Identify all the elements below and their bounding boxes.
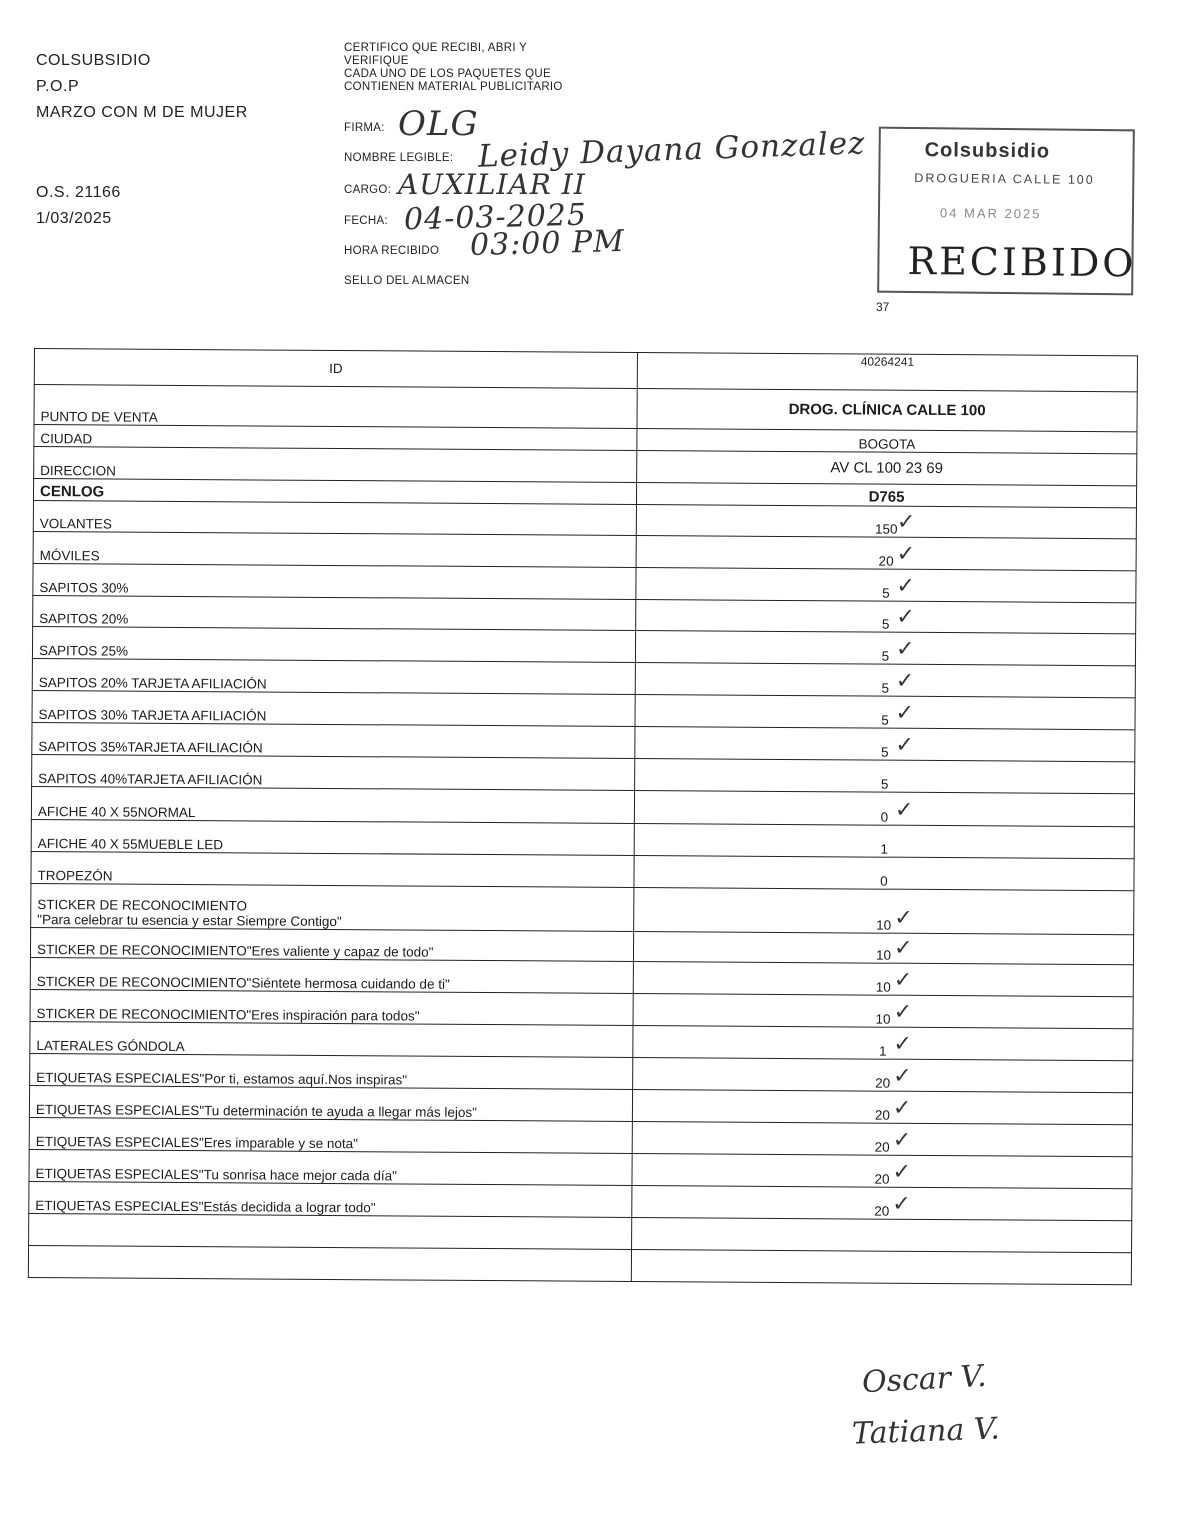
row-value-text: 5 — [881, 616, 890, 632]
row-value — [636, 535, 1136, 570]
row-value-text: 1 — [879, 1043, 887, 1059]
row-value-text: 20 — [874, 1171, 890, 1187]
order-number: O.S. 21166 — [36, 184, 121, 201]
row-label-text: SAPITOS 30% — [39, 580, 129, 596]
row-label-text: AFICHE 40 X 55NORMAL — [37, 804, 196, 821]
row-label — [29, 1213, 632, 1249]
row-label — [33, 563, 636, 599]
row-label — [29, 1085, 632, 1121]
firma-label: FIRMA: — [344, 122, 385, 134]
checkmark-icon: ✓ — [894, 797, 914, 823]
checkmark-icon: ✓ — [896, 573, 915, 599]
row-value — [633, 931, 1133, 964]
row-value — [633, 1025, 1133, 1060]
row-label — [32, 754, 635, 790]
row-label-text: STICKER DE RECONOCIMIENTO"Siéntete hermosa cuidando de ti" — [36, 974, 450, 992]
order-date: 1/03/2025 — [36, 210, 112, 227]
firma-signature: OLG — [398, 104, 479, 144]
row-value-text: 0 — [880, 809, 889, 825]
row-value-text: 5 — [880, 776, 889, 792]
row-value — [633, 961, 1133, 996]
stamp-status: RECIBIDO — [907, 238, 1137, 286]
row-label — [34, 385, 637, 429]
signoff-name-1: Oscar V. — [861, 1358, 988, 1401]
row-label-text: ID — [329, 360, 343, 377]
row-value — [634, 823, 1134, 858]
sello-label: SELLO DEL ALMACEN — [344, 275, 470, 287]
hora-value: 03:00 PM — [469, 223, 626, 264]
checkmark-icon: ✓ — [893, 935, 913, 961]
cert-line: VERIFIQUE — [344, 55, 409, 67]
row-value — [632, 1185, 1132, 1220]
row-value — [632, 1217, 1132, 1252]
row-value — [633, 993, 1133, 1028]
fecha-label: FECHA: — [344, 215, 388, 227]
row-label — [34, 349, 637, 389]
row-value-text: D765 — [868, 488, 905, 506]
page-number: 37 — [876, 300, 890, 314]
row-label-text: STICKER DE RECONOCIMIENTO"Eres inspiración para todos" — [36, 1006, 420, 1024]
row-value — [632, 1153, 1132, 1188]
row-value — [637, 353, 1137, 392]
row-value-text: 5 — [881, 680, 890, 696]
stamp-store: DROGUERIA CALLE 100 — [914, 171, 1095, 187]
row-label-text: ETIQUETAS ESPECIALES"Tu determinación te ayuda a llegar más lejos" — [35, 1102, 478, 1120]
campaign-name: MARZO CON M DE MUJER — [36, 104, 248, 121]
checkmark-icon: ✓ — [896, 541, 916, 567]
stamp-brand: Colsubsidio — [924, 139, 1051, 163]
nombre-label: NOMBRE LEGIBLE: — [344, 152, 454, 164]
row-value-text: 40264241 — [860, 354, 915, 369]
fecha-value: 04-03-2025 — [403, 197, 588, 238]
checkmark-icon: ✓ — [895, 700, 915, 726]
stamp-date: 04 MAR 2025 — [939, 205, 1042, 222]
row-label — [28, 1245, 631, 1281]
delivery-table — [28, 348, 1138, 1285]
row-label — [31, 883, 634, 931]
row-label — [32, 626, 635, 662]
row-label — [33, 500, 636, 535]
row-value — [636, 599, 1136, 633]
row-value — [635, 726, 1135, 761]
checkmark-icon: ✓ — [893, 967, 913, 993]
row-value-text: 5 — [882, 585, 890, 601]
checkmark-icon: ✓ — [893, 1063, 912, 1089]
row-label — [30, 927, 633, 961]
row-label-text: TROPEZÓN — [37, 868, 113, 884]
row-label — [33, 595, 636, 630]
checkmark-icon: ✓ — [892, 1159, 912, 1185]
row-value — [636, 504, 1136, 538]
row-label — [31, 786, 634, 823]
row-value-text: 10 — [875, 979, 891, 995]
row-label-text: ETIQUETAS ESPECIALES"Tu sonrisa hace mejor cada día" — [35, 1166, 398, 1184]
row-label-text: LATERALES GÓNDOLA — [36, 1038, 185, 1055]
cert-line: CONTIENEN MATERIAL PUBLICITARIO — [344, 81, 563, 93]
row-label — [30, 1053, 633, 1089]
row-value-text: 20 — [874, 1139, 890, 1155]
row-value-text: 0 — [880, 873, 888, 889]
row-label-subtext: "Para celebrar tu esencia y estar Siempre Contigo" — [37, 912, 342, 930]
row-label — [33, 531, 636, 567]
row-label — [32, 722, 635, 758]
row-value — [636, 567, 1136, 602]
certificate-text — [344, 42, 563, 94]
row-value — [635, 662, 1135, 697]
checkmark-icon: ✓ — [896, 604, 915, 630]
signoff-name-2: Tatiana V. — [851, 1411, 1001, 1452]
row-value-text: 5 — [881, 744, 889, 760]
row-label-text: ETIQUETAS ESPECIALES"Por ti, estamos aquí.Nos inspiras" — [36, 1070, 408, 1088]
row-label-text: SAPITOS 35%TARJETA AFILIACIÓN — [38, 739, 263, 756]
row-value — [634, 855, 1134, 890]
row-label — [29, 1181, 632, 1217]
company-name: COLSUBSIDIO — [36, 52, 151, 69]
row-label-text: SAPITOS 40%TARJETA AFILIACIÓN — [38, 771, 263, 788]
row-value — [637, 451, 1137, 486]
row-label-text: AFICHE 40 X 55MUEBLE LED — [37, 836, 224, 853]
row-value — [631, 1249, 1131, 1284]
checkmark-icon: ✓ — [895, 636, 915, 662]
row-value-text: AV CL 100 23 69 — [830, 459, 944, 478]
row-label-text: STICKER DE RECONOCIMIENTO — [37, 897, 248, 914]
row-label-text: MÓVILES — [39, 548, 100, 564]
row-label — [30, 989, 633, 1025]
cargo-label: CARGO: — [344, 184, 392, 196]
checkmark-icon: ✓ — [895, 668, 915, 694]
row-label-text: STICKER DE RECONOCIMIENTO"Eres valiente y capaz de todo" — [36, 942, 434, 960]
row-label-text: ETIQUETAS ESPECIALES"Estás decidida a lograr todo" — [35, 1198, 376, 1216]
row-value-text: 5 — [881, 712, 889, 728]
row-value — [633, 1057, 1133, 1092]
row-label — [34, 447, 637, 483]
row-value — [632, 1121, 1132, 1156]
row-label-text: SAPITOS 30% TARJETA AFILIACIÓN — [38, 707, 267, 724]
row-label-text: CIUDAD — [40, 431, 93, 447]
checkmark-icon: ✓ — [892, 1095, 912, 1121]
checkmark-icon: ✓ — [895, 732, 914, 758]
row-label-text: SAPITOS 20% — [39, 611, 129, 627]
row-value — [634, 790, 1134, 826]
row-value-text: 10 — [875, 1011, 891, 1027]
row-value-text: BOGOTA — [858, 436, 916, 452]
row-label — [32, 658, 635, 694]
table-row — [31, 883, 1134, 934]
row-value — [634, 887, 1134, 934]
cert-line: CADA UNO DE LOS PAQUETES QUE — [344, 68, 551, 80]
row-value — [635, 694, 1135, 729]
row-value-text: 20 — [874, 1107, 890, 1123]
nombre-value: Leidy Dayana Gonzalez — [477, 125, 867, 175]
header-left-block — [36, 48, 248, 232]
checkmark-icon: ✓ — [892, 1191, 911, 1217]
row-value-text: 20 — [874, 1203, 890, 1219]
row-label — [31, 851, 634, 887]
received-stamp — [877, 127, 1135, 296]
row-label-text: SAPITOS 25% — [38, 643, 129, 659]
row-label — [30, 1021, 633, 1057]
row-label-text: SAPITOS 20% TARJETA AFILIACIÓN — [38, 675, 267, 692]
row-value — [635, 758, 1135, 793]
pop-label: P.O.P — [36, 78, 80, 95]
row-label — [29, 1117, 632, 1153]
row-value — [637, 389, 1137, 432]
cargo-value: AUXILIAR II — [398, 168, 586, 201]
row-value-text: 20 — [878, 553, 894, 569]
cert-line: CERTIFICO QUE RECIBI, ABRI Y — [344, 42, 528, 54]
table-row — [28, 1245, 1131, 1284]
checkmark-icon: ✓ — [893, 1031, 912, 1057]
checkmark-icon: ✓ — [893, 999, 913, 1025]
row-value — [635, 630, 1135, 665]
checkmark-icon: ✓ — [894, 905, 913, 931]
row-value-text: 10 — [876, 917, 892, 933]
row-value-text: 5 — [881, 648, 890, 664]
checkmark-icon: ✓ — [896, 509, 916, 535]
row-label — [32, 690, 635, 726]
row-label — [30, 957, 633, 993]
row-label-text: DIRECCION — [40, 463, 117, 479]
row-label-text: CENLOG — [39, 483, 105, 501]
row-value-text: 1 — [880, 841, 888, 857]
hora-label: HORA RECIBIDO — [344, 245, 440, 257]
row-label-text: PUNTO DE VENTA — [40, 409, 158, 425]
row-value — [632, 1089, 1132, 1124]
row-label — [29, 1149, 632, 1185]
row-value-text: 150 — [875, 521, 898, 537]
row-label-text: ETIQUETAS ESPECIALES"Eres imparable y se nota" — [35, 1134, 358, 1152]
row-label — [31, 819, 634, 855]
row-value-text: DROG. CLÍNICA CALLE 100 — [788, 401, 986, 420]
checkmark-icon: ✓ — [892, 1127, 912, 1153]
row-value-text: 20 — [875, 1075, 891, 1091]
row-value-text: 10 — [875, 947, 892, 963]
row-label-text: VOLANTES — [39, 516, 112, 532]
